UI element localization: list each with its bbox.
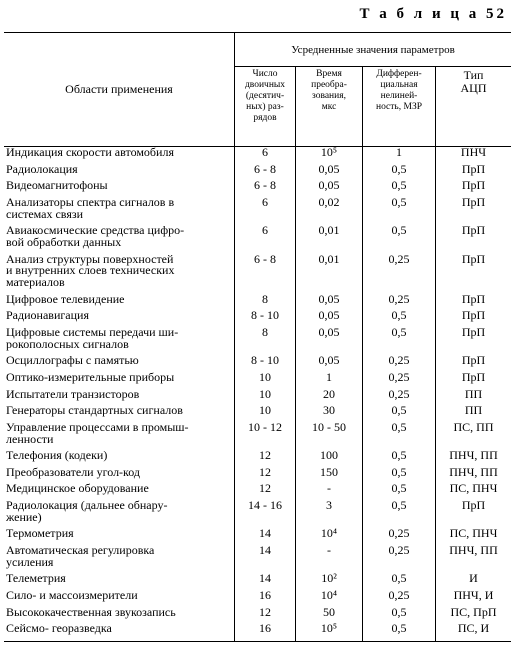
column-header-time: [296, 69, 362, 145]
cell-dnl: 0,5: [391, 571, 407, 586]
cell-time: 10⁵: [320, 621, 338, 636]
table-row: [4, 194, 511, 225]
cell-time: 10⁴: [320, 526, 338, 541]
cell-type: ПрП: [461, 308, 486, 323]
cell-bits: 14: [259, 571, 271, 586]
cell-type: ПрП: [461, 497, 486, 512]
cell-dnl: 0,5: [391, 403, 407, 418]
cell-area: Телеметрия: [6, 571, 66, 586]
table-row: [4, 324, 511, 355]
cell-bits: 14: [259, 542, 271, 557]
cell-type: ПрП: [461, 251, 486, 266]
cell-area: Анализ структуры поверхностей и внутренних слоев технических материалов: [6, 251, 175, 290]
cell-bits: 8: [262, 291, 268, 306]
cell-time: 0,01: [318, 223, 340, 238]
cell-type: ПрП: [461, 353, 486, 368]
cell-dnl: 0,25: [388, 291, 410, 306]
cell-dnl: 0,25: [388, 251, 410, 266]
cell-area: Осциллографы с памятью: [6, 353, 139, 368]
cell-bits: 8: [262, 324, 268, 339]
cell-type: ПНЧ, ПП: [449, 464, 498, 479]
cell-bits: 6: [262, 145, 268, 159]
cell-area: Преобразователи угол-код: [6, 464, 141, 479]
cell-bits: 8 - 10: [251, 308, 279, 323]
cell-area: Радиолокация: [6, 161, 78, 176]
cell-bits: 12: [259, 448, 271, 463]
cell-dnl: 0,25: [388, 526, 410, 541]
cell-bits: 10 - 12: [248, 419, 282, 434]
cell-time: 150: [320, 464, 338, 479]
cell-type: ПрП: [461, 194, 486, 209]
cell-dnl: 0,5: [391, 161, 407, 176]
cell-bits: 10: [259, 369, 271, 384]
cell-time: 0,05: [318, 308, 340, 323]
cell-time: -: [327, 481, 331, 496]
cell-bits: 8 - 10: [251, 353, 279, 368]
cell-dnl: 0,5: [391, 481, 407, 496]
cell-area: Телефония (кодеки): [6, 448, 108, 463]
cell-area: Видеомагнитофоны: [6, 178, 108, 193]
cell-area: Высококачественная звукозапись: [6, 604, 176, 619]
cell-bits: 6 - 8: [254, 251, 276, 266]
cell-type: ПрП: [461, 369, 486, 384]
cell-time: 3: [326, 497, 332, 512]
cell-area: Испытатели транзисторов: [6, 386, 140, 401]
cell-dnl: 0,5: [391, 419, 407, 434]
cell-dnl: 0,5: [391, 324, 407, 339]
cell-bits: 16: [259, 587, 271, 602]
cell-time: 0,05: [318, 178, 340, 193]
cell-area: Медицинское оборудование: [6, 481, 149, 496]
cell-bits: 6: [262, 223, 268, 238]
table-row: [4, 419, 511, 450]
cell-type: ПрП: [461, 223, 486, 238]
table-row: [4, 225, 511, 253]
cell-bits: 14: [259, 526, 271, 541]
cell-time: 50: [323, 604, 335, 619]
cell-dnl: 0,5: [391, 178, 407, 193]
cell-area: Управление процессами в промыш- ленности: [6, 419, 189, 446]
cell-type: ПрП: [461, 324, 486, 339]
data-table: [4, 32, 511, 642]
cell-time: 10 - 50: [312, 419, 346, 434]
cell-area: Автоматическая регулировка усиления: [6, 542, 155, 569]
cell-type: ПС, ПНЧ: [449, 481, 498, 496]
cell-type: ПрП: [461, 161, 486, 176]
table-row: [4, 497, 511, 528]
cell-area: Оптико-измерительные приборы: [6, 369, 175, 384]
cell-bits: 10: [259, 386, 271, 401]
cell-dnl: 0,5: [391, 308, 407, 323]
cell-type: ПНЧ: [460, 145, 487, 159]
cell-time: 0,05: [318, 291, 340, 306]
cell-time: 10⁴: [320, 587, 338, 602]
table-row: [4, 542, 511, 573]
cell-bits: 16: [259, 621, 271, 636]
cell-dnl: 0,5: [391, 194, 407, 209]
cell-dnl: 0,25: [388, 587, 410, 602]
cell-type: ПС, И: [457, 621, 490, 636]
cell-area: Генераторы стандартных сигналов: [6, 403, 183, 418]
cell-bits: 12: [259, 481, 271, 496]
divider: [235, 66, 511, 67]
cell-dnl: 0,5: [391, 223, 407, 238]
cell-dnl: 0,5: [391, 497, 407, 512]
cell-type: ПС, ПрП: [450, 604, 497, 619]
cell-time: 10⁵: [320, 145, 338, 159]
cell-bits: 12: [259, 464, 271, 479]
column-header-dnl-label: Дифферен- циальная нелиней- ность, МЗР: [375, 69, 422, 112]
cell-type: ПС, ПП: [453, 419, 494, 434]
cell-time: 10²: [321, 571, 337, 586]
cell-area: Авиакосмические средства цифро- вой обработки данных: [6, 223, 185, 249]
cell-time: 0,05: [318, 324, 340, 339]
cell-area: Анализаторы спектра сигналов в системах связи: [6, 194, 175, 221]
column-group-header: Усредненные значения параметров: [291, 43, 455, 56]
cell-type: И: [469, 571, 478, 586]
cell-time: 0,01: [318, 251, 340, 266]
cell-bits: 6 - 8: [254, 178, 276, 193]
cell-type: ПНЧ, ПП: [449, 448, 498, 463]
column-header-bits-label: Число двоичных (десятич- ных) раз- рядов: [244, 69, 286, 123]
cell-dnl: 0,25: [388, 353, 410, 368]
cell-type: ПП: [464, 403, 483, 418]
cell-area: Индикация скорости автомобиля: [6, 145, 174, 159]
column-header-type-label: Тип АЦП: [460, 68, 487, 95]
cell-type: ПНЧ, ПП: [449, 542, 498, 557]
cell-dnl: 0,5: [391, 621, 407, 636]
cell-area: Термометрия: [6, 526, 74, 541]
cell-area: Сило- и массоизмерители: [6, 587, 138, 602]
column-header-area: Области применения: [65, 82, 173, 96]
cell-type: ПП: [464, 386, 483, 401]
cell-type: ПрП: [461, 178, 486, 193]
column-header-type: [436, 69, 511, 145]
cell-bits: 12: [259, 604, 271, 619]
cell-dnl: 0,25: [388, 386, 410, 401]
cell-time: 1: [326, 369, 332, 384]
column-header-bits: [235, 69, 295, 145]
cell-bits: 6: [262, 194, 268, 209]
cell-bits: 14 - 16: [248, 497, 282, 512]
table-row: [4, 623, 511, 640]
cell-dnl: 0,5: [391, 448, 407, 463]
table-body: [4, 147, 511, 640]
cell-type: ПрП: [461, 291, 486, 306]
cell-time: -: [327, 542, 331, 557]
column-header-time-label: Время преобра- зования, мкс: [311, 69, 347, 112]
cell-time: 30: [323, 403, 335, 418]
cell-area: Радиолокация (дальнее обнару- жение): [6, 497, 168, 524]
cell-time: 20: [323, 386, 335, 401]
cell-area: Радионавигация: [6, 308, 89, 323]
cell-dnl: 0,25: [388, 542, 410, 557]
cell-type: ПНЧ, И: [453, 587, 494, 602]
cell-area: Цифровые системы передачи ши- рокополосных сигналов: [6, 324, 179, 351]
cell-time: 0,05: [318, 353, 340, 368]
table-row: [4, 251, 511, 294]
cell-bits: 10: [259, 403, 271, 418]
cell-type: ПС, ПНЧ: [449, 526, 498, 541]
table-caption: Т а б л и ц а 52: [359, 6, 507, 22]
cell-dnl: 0,5: [391, 604, 407, 619]
cell-time: 0,05: [318, 161, 340, 176]
column-header-dnl: [363, 69, 435, 145]
cell-bits: 6 - 8: [254, 161, 276, 176]
cell-area: Цифровое телевидение: [6, 291, 125, 306]
cell-time: 0,02: [318, 194, 340, 209]
cell-time: 100: [320, 448, 338, 463]
cell-dnl: 0,25: [388, 369, 410, 384]
cell-dnl: 1: [396, 145, 402, 159]
cell-area: Сейсмо- георазведка: [6, 621, 112, 636]
cell-dnl: 0,5: [391, 464, 407, 479]
